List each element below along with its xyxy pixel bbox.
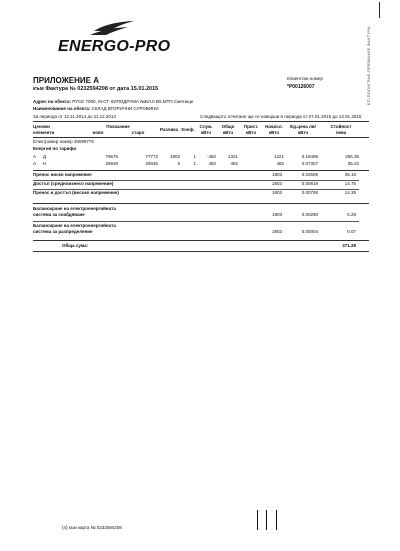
charged-kwh: 482: [276, 161, 284, 166]
side-print-text: ЕП-ПОЛИГРАФ-ПРЕВАНИЕ ФАКТУРА: [366, 26, 371, 106]
site-address-line: [33, 99, 193, 105]
added-kwh: 482: [208, 161, 216, 166]
balance-rule: [33, 240, 369, 241]
site-name-line: [33, 106, 159, 112]
client-number-value: *P00126007: [287, 84, 315, 90]
fee-price: 0.02508: [301, 172, 318, 177]
balance-row: [33, 206, 359, 220]
col-correction: Прист. кВтч: [243, 124, 259, 135]
fee-value: 14.39: [344, 190, 356, 195]
unit-price: 0.19406: [301, 154, 318, 159]
reading-diff: 1903: [169, 154, 180, 159]
fee-price: 0.00818: [301, 181, 318, 186]
fee-label: Достъп (средноизнесо напрежение): [33, 181, 114, 186]
coef: 1: [193, 154, 196, 159]
total-rule: [33, 251, 369, 252]
col-total: Общо кВтч: [221, 124, 235, 135]
balance-value: 0.07: [347, 229, 356, 234]
col-zones: Ценови елементи: [33, 124, 55, 135]
separator-mark-2: [266, 510, 267, 530]
reading-diff: 5: [177, 161, 180, 166]
table-row: [33, 160, 359, 167]
zone-a: А: [33, 161, 37, 166]
appendix-title: ПРИЛОЖЕНИЕ А: [33, 76, 99, 85]
energo-pro-logo-icon: [88, 20, 140, 36]
col-unit-price: Ед.цена лв/кВтч: [290, 124, 316, 135]
energy-rule: [33, 170, 369, 171]
balance-block: [33, 206, 359, 237]
balance-label-1: Балансиране на електроенергийната: [33, 206, 116, 211]
reading-new: 79675: [105, 154, 118, 159]
fee-value: 45.16: [344, 172, 356, 177]
correction-kwh: [238, 153, 260, 160]
correction-kwh: [238, 160, 260, 167]
row-value: 35.22: [347, 161, 359, 166]
fee-price: 0.00798: [301, 190, 318, 195]
col-old: старо: [131, 130, 145, 135]
balance-price: 0.00290: [301, 212, 318, 217]
col-value: Стойност лева: [330, 124, 352, 135]
col-added: Служ. кВтч: [199, 124, 213, 135]
site-name: СКЛАД ВТОРИЧНИ СУРОВИНИ: [91, 106, 159, 111]
fees-rule: [33, 203, 369, 204]
reading-new: 29948: [105, 161, 118, 166]
separator-mark-3: [276, 510, 277, 530]
charged-kwh: 1321: [273, 154, 284, 159]
period-text: За периода от 12.11.2014 до 11.12.2014: [33, 114, 116, 119]
next-reading-text: Следващото отчитане ще се извърши в периода от 07.01.2015 до 13.01.2015: [200, 114, 362, 119]
unit-price: 0.07307: [301, 161, 318, 166]
col-coef: Коеф.: [181, 127, 195, 132]
header-rule-bottom: [33, 137, 369, 138]
site-address-label: Адрес на обекта:: [33, 99, 72, 104]
total-value: 371.28: [342, 243, 356, 248]
coef: 1: [193, 161, 196, 166]
client-number-label: Клиентски номер: [287, 76, 323, 81]
balance-value: 5.28: [347, 212, 356, 217]
fee-value: 14.75: [344, 181, 356, 186]
balance-qty: 1803: [271, 229, 282, 234]
energy-section-title: Енергия по тарифи: [33, 146, 77, 151]
fee-row: [33, 172, 359, 180]
fee-label: Пренос и достъп (високо напрежение): [33, 190, 119, 195]
row-value: 256.35: [345, 154, 359, 159]
balance-qty: 1803: [271, 212, 282, 217]
balance-label-2: система за снабдяване: [33, 212, 85, 217]
site-address: РУСЕ 7000, М-СТ ХИПОДРУМА №БЛ.0 ВХ.МТП Сметище: [72, 99, 194, 104]
fee-qty: 1803: [271, 172, 282, 177]
total-label: Обща сума:: [62, 243, 89, 248]
reading-old: 77772: [145, 154, 158, 159]
meter-number: Електромер номер 48099775: [33, 139, 94, 144]
col-charged: Начисл. кВтч: [265, 124, 283, 135]
footer-reference: (4) към карта № 0232594208: [62, 525, 122, 530]
col-diff: Разлика: [159, 127, 179, 132]
header-rule-top: [33, 121, 369, 122]
col-new: ново: [92, 130, 104, 135]
balance-price: 0.00004: [301, 229, 318, 234]
energy-table: [33, 153, 359, 167]
table-row: [33, 153, 359, 160]
site-name-label: Наименование на обекта:: [33, 106, 91, 111]
separator-mark-1: [257, 510, 258, 530]
corner-mark: [379, 2, 380, 18]
added-kwh: -482: [206, 154, 216, 159]
fee-qty: 1803: [271, 181, 282, 186]
fee-label: Пренос ниско напрежение: [33, 172, 92, 177]
fee-qty: 1803: [271, 190, 282, 195]
logo-text: ENERGO-PRO: [58, 38, 171, 55]
fee-row: [33, 190, 359, 198]
balance-label-1: Балансиране на електроенергийната: [33, 223, 116, 228]
zone-a: А: [33, 154, 37, 159]
total-kwh: 1321: [227, 154, 238, 159]
invoice-reference: към Фактура № 0232594208 от дата 15.01.2015: [33, 86, 159, 92]
fees-block: [33, 172, 359, 198]
fee-row: [33, 181, 359, 189]
zone-b: Н: [43, 161, 47, 166]
zone-b: Д: [43, 154, 47, 159]
balance-row: [33, 223, 359, 237]
reading-old: 29046: [145, 161, 158, 166]
total-kwh: 482: [230, 161, 238, 166]
col-readings: Показание: [106, 124, 130, 129]
balance-label-2: система за разпределение: [33, 229, 93, 234]
